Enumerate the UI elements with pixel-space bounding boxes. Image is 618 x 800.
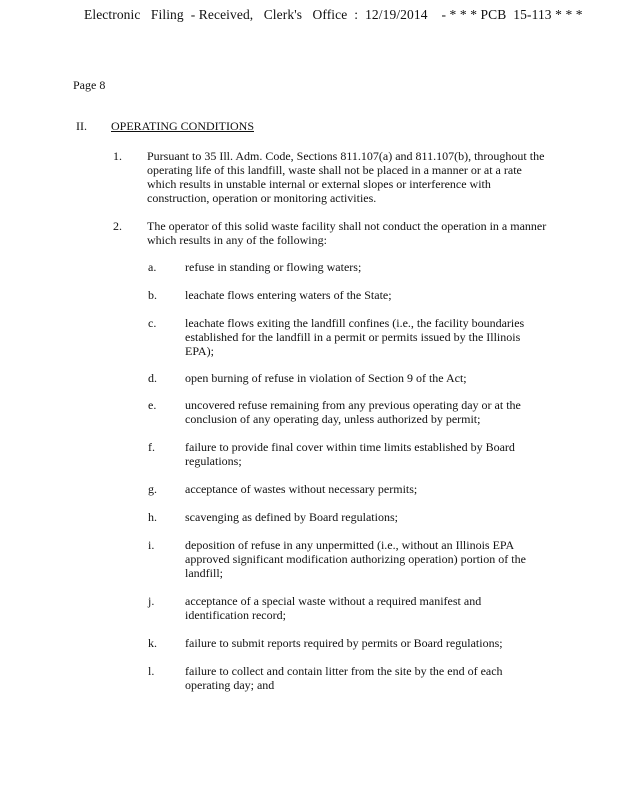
item-g-letter: g. [148, 482, 157, 496]
item-l-text: failure to collect and contain litter from the site by the end of each operating day; and [185, 664, 503, 692]
item-d-letter: d. [148, 371, 157, 385]
section-title: OPERATING CONDITIONS [111, 119, 254, 133]
item-i-letter: i. [148, 538, 155, 552]
item-f-letter: f. [148, 440, 155, 454]
item-e-letter: e. [148, 398, 157, 412]
section-number: II. [76, 119, 87, 133]
item-b-letter: b. [148, 288, 157, 302]
item-l-letter: l. [148, 664, 155, 678]
electronic-filing-stamp: Electronic Filing - Received, Clerk's Office : 12/19/2014 - * * * PCB 15-113 * * * [84, 6, 583, 23]
paragraph-1-number: 1. [113, 149, 122, 163]
item-i-text: deposition of refuse in any unpermitted (i.e., without an Illinois EPA approved significant modification authorizing operation) portion of the landfill; [185, 538, 526, 580]
item-e-text: uncovered refuse remaining from any previous operating day or at the conclusion of any operating day, unless authorized by permit; [185, 398, 521, 426]
item-c-letter: c. [148, 316, 157, 330]
page-number: Page 8 [73, 78, 106, 92]
item-b-text: leachate flows entering waters of the State; [185, 288, 392, 302]
item-j-text: acceptance of a special waste without a required manifest and identification record; [185, 594, 482, 622]
item-h-text: scavenging as defined by Board regulations; [185, 510, 398, 524]
item-j-letter: j. [148, 594, 155, 608]
item-d-text: open burning of refuse in violation of Section 9 of the Act; [185, 371, 467, 385]
item-a-text: refuse in standing or flowing waters; [185, 260, 362, 274]
item-k-letter: k. [148, 636, 157, 650]
paragraph-2-number: 2. [113, 219, 122, 233]
item-g-text: acceptance of wastes without necessary permits; [185, 482, 418, 496]
item-a-letter: a. [148, 260, 157, 274]
item-c-text: leachate flows exiting the landfill confines (i.e., the facility boundaries established for the landfill in a permit or permits issued by the Illinois EPA); [185, 316, 525, 358]
item-h-letter: h. [148, 510, 157, 524]
item-f-text: failure to provide final cover within time limits established by Board regulations; [185, 440, 515, 468]
item-k-text: failure to submit reports required by permits or Board regulations; [185, 636, 503, 650]
paragraph-1-text: Pursuant to 35 Ill. Adm. Code, Sections 811.107(a) and 811.107(b), throughout the operating life of this landfill, waste shall not be placed in a manner or at a rate which results in unstable internal or external slopes or interference with construction, operation or monitoring activities. [147, 149, 545, 205]
paragraph-2-text: The operator of this solid waste facility shall not conduct the operation in a manner which results in any of the following: [147, 219, 547, 247]
